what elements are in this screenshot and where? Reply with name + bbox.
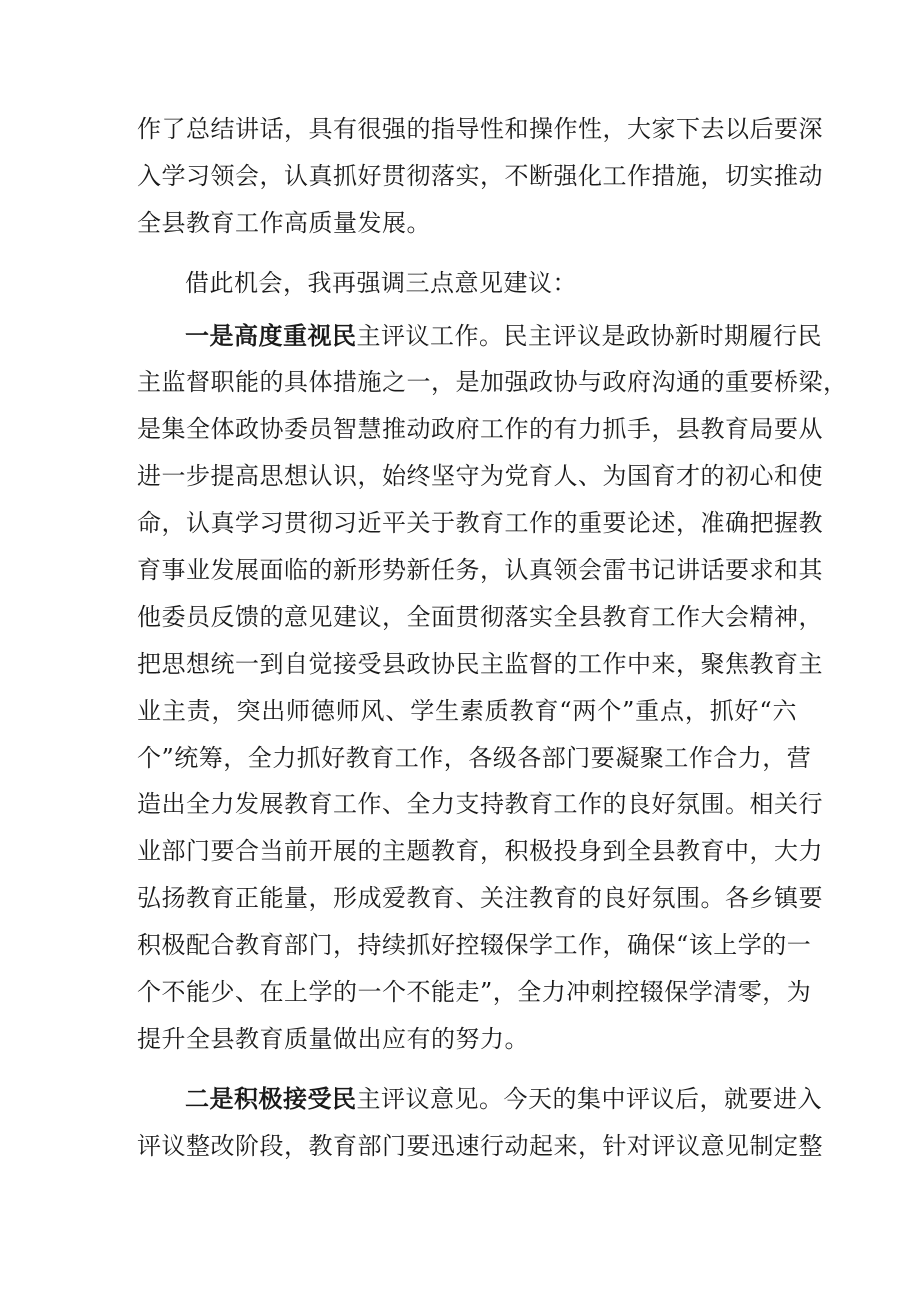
- paragraph-3-line-13: 弘扬教育正能量，形成爱教育、关注教育的良好氛围。各乡镇要: [137, 884, 823, 913]
- paragraph-3-line-8: 把思想统一到自觉接受县政协民主监督的工作中来，聚焦教育主: [137, 649, 823, 678]
- paragraph-3-line-10: 个”统筹，全力抓好教育工作，各级各部门要凝聚工作合力，营: [137, 743, 812, 772]
- paragraph-3-line-16: 提升全县教育质量做出应有的努力。: [137, 1024, 529, 1053]
- paragraph-3-line-5: 命，认真学习贯彻习近平关于教育工作的重要论述，准确把握教: [137, 509, 823, 538]
- paragraph-3-line-11: 造出全力发展教育工作、全力支持教育工作的良好氛围。相关行: [137, 790, 823, 819]
- paragraph-3-line-6: 育事业发展面临的新形势新任务，认真领会雷书记讲话要求和其: [137, 556, 823, 585]
- paragraph-4-first-line-rest: 主评议意见。今天的集中评议后，就要进入: [356, 1084, 822, 1113]
- paragraph-3-line-9: 业主责，突出师德师风、学生素质教育“两个”重点，抓好“六: [137, 696, 797, 725]
- paragraph-4-line-2: 评议整改阶段，教育部门要迅速行动起来，针对评议意见制定整: [137, 1131, 823, 1160]
- paragraph-4-line-1: [137, 1076, 822, 1123]
- paragraph-3-first-line-rest: 主评议工作。民主评议是政协新时期履行民: [356, 321, 822, 350]
- paragraph-3-line-7: 他委员反馈的意见建议，全面贯彻落实全县教育工作大会精神，: [137, 602, 823, 631]
- paragraph-3-heading: 一是高度重视民: [185, 320, 357, 350]
- paragraph-3-line-2: 主监督职能的具体措施之一，是加强政协与政府沟通的重要桥梁，: [137, 368, 848, 397]
- paragraph-3-line-1: [137, 313, 822, 360]
- paragraph-2-line-1: 借此机会，我再强调三点意见建议：: [185, 268, 577, 297]
- paragraph-3-line-15: 个不能少、在上学的一个不能走”，全力冲刺控辍保学清零，为: [137, 978, 812, 1007]
- paragraph-3-line-3: 是集全体政协委员智慧推动政府工作的有力抓手，县教育局要从: [137, 415, 823, 444]
- paragraph-4-heading: 二是积极接受民: [185, 1083, 357, 1113]
- paragraph-1-line-2: 入学习领会，认真抓好贯彻落实，不断强化工作措施，切实推动: [137, 161, 823, 190]
- document-body: [137, 106, 848, 1170]
- paragraph-3-line-4: 进一步提高思想认识，始终坚守为党育人、为国育才的初心和使: [137, 462, 823, 491]
- paragraph-1-line-1: 作了总结讲话，具有很强的指导性和操作性，大家下去以后要深: [137, 115, 823, 143]
- paragraph-1-line-3: 全县教育工作高质量发展。: [137, 208, 431, 237]
- paragraph-3-line-12: 业部门要合当前开展的主题教育，积极投身到全县教育中，大力: [137, 837, 823, 866]
- paragraph-3-line-14: 积极配合教育部门，持续抓好控辍保学工作，确保“该上学的一: [137, 931, 812, 960]
